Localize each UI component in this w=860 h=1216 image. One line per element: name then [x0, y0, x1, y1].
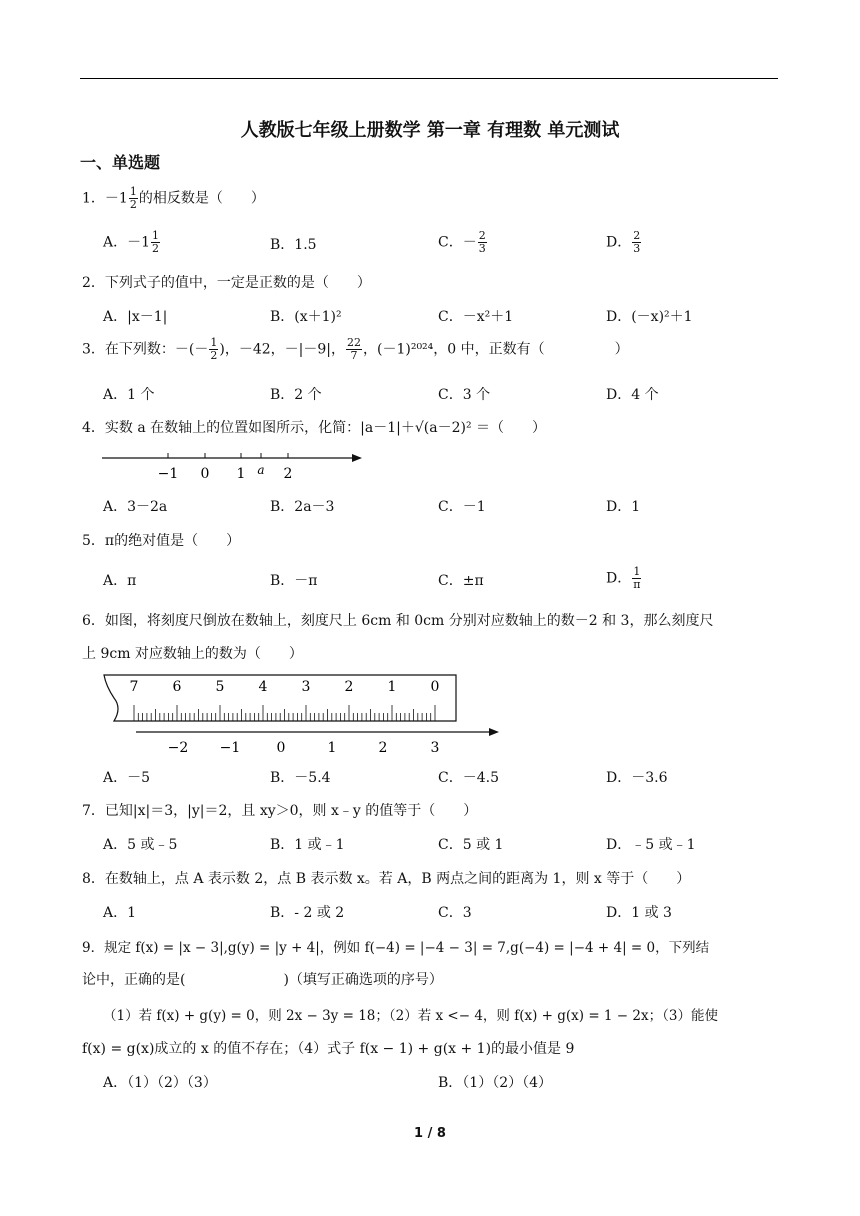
ruler-label: 3: [301, 679, 311, 695]
q2-option-d: D．(－x)²＋1: [606, 309, 693, 325]
q7-option-c: C．5 或 1: [438, 837, 504, 853]
fraction-denominator: 2: [152, 242, 160, 255]
option-label: A．: [103, 234, 128, 251]
axis-label: 1: [327, 740, 337, 756]
q9-option-a: A．（1）（2）（3）: [103, 1075, 217, 1091]
question-9-line-1: 9．规定 f(x) = |x − 3|,g(y) = |y + 4|，例如 f(−4) = |−4 − 3| = 7,g(−4) = |−4 + 4| = 0，下列结: [82, 940, 710, 956]
q1-option-d: [606, 230, 642, 255]
q3-option-c: C．3 个: [438, 387, 491, 403]
axis-label: 2: [378, 740, 388, 756]
fraction-numerator: 2: [633, 229, 641, 242]
fraction-denominator: π: [633, 578, 641, 591]
q1-option-b: [270, 234, 317, 254]
option-label: D．: [606, 570, 632, 587]
axis-label: −1: [219, 740, 241, 756]
question-1-fraction: [129, 186, 138, 211]
q1-option-a: [103, 230, 161, 255]
q8-option-a: A．1: [103, 905, 137, 921]
q4-option-b: B．2a－3: [270, 499, 335, 515]
q6-number-line: [136, 728, 499, 756]
fraction-denominator: 2: [210, 349, 218, 362]
fraction-numerator: 1: [129, 185, 137, 198]
q7-option-d: D．﹣5 或﹣1: [606, 837, 696, 853]
q4-option-a: A．3－2a: [103, 499, 168, 515]
header-rule: [80, 78, 778, 79]
q5-option-b: B．－π: [270, 573, 318, 589]
question-6-line-1: 6．如图，将刻度尺倒放在数轴上，刻度尺上 6cm 和 0cm 分别对应数轴上的数－2 和 3，那么刻度尺: [82, 613, 714, 629]
question-3: [82, 337, 629, 362]
question-4: 4．实数 a 在数轴上的位置如图所示，化简：|a－1|＋√(a－2)² ＝（ ）: [82, 420, 547, 436]
q4-option-d: D．1: [606, 499, 641, 515]
q8-option-b: B．- 2 或 2: [270, 905, 345, 921]
axis-label: −2: [167, 740, 189, 756]
fraction-denominator: 3: [633, 242, 641, 255]
question-1-pre: －1: [104, 190, 128, 207]
ruler-label: 2: [344, 679, 354, 695]
q5-option-a: A．π: [103, 573, 137, 589]
axis-label: 3: [430, 740, 440, 756]
q6-ruler-figure: [100, 672, 505, 758]
question-3-fraction-2: [346, 337, 362, 362]
question-1-post: 的相反数是（ ）: [138, 190, 265, 207]
axis-arrow: [489, 728, 499, 736]
q5-option-c: C．±π: [438, 573, 484, 589]
question-3-mid: )，－42，－|－9|，: [219, 341, 345, 358]
option-label: C．: [438, 234, 463, 251]
option-fraction: [151, 230, 160, 255]
fraction-numerator: 1: [210, 336, 218, 349]
ruler-label: 1: [387, 679, 397, 695]
q4-number-line: [100, 446, 370, 486]
axis-label: 0: [276, 740, 286, 756]
axis-label: −1: [157, 466, 179, 482]
question-2: 2．下列式子的值中，一定是正数的是（ ）: [82, 275, 371, 291]
ruler-label: 0: [430, 679, 440, 695]
q2-option-c: C．－x²＋1: [438, 309, 514, 325]
axis-arrow: [352, 454, 362, 462]
question-1-number: 1．: [82, 190, 105, 207]
fraction-denominator: 3: [478, 242, 486, 255]
q6-option-d: D．－3.6: [606, 770, 668, 786]
q5-option-d: [606, 566, 642, 591]
option-fraction: [478, 230, 487, 255]
question-1: [82, 186, 265, 211]
page-title: 人教版七年级上册数学 第一章 有理数 单元测试: [240, 120, 620, 141]
q8-option-c: C．3: [438, 905, 472, 921]
fraction-numerator: 2: [478, 229, 486, 242]
question-7: 7．已知|x|＝3，|y|＝2，且 xy＞0，则 x﹣y 的值等于（ ）: [82, 803, 478, 819]
q3-option-a: A．1 个: [103, 387, 155, 403]
q8-option-d: D．1 或 3: [606, 905, 672, 921]
q9-option-b: B．（1）（2）（4）: [438, 1075, 553, 1091]
axis-label: 0: [200, 466, 210, 482]
q4-option-c: C．－1: [438, 499, 486, 515]
option-text: 1.5: [294, 237, 317, 253]
page-number: 1 / 8: [414, 1126, 446, 1141]
q3-option-b: B．2 个: [270, 387, 322, 403]
ruler-label: 7: [129, 679, 139, 695]
question-5: 5．π的绝对值是（ ）: [82, 533, 241, 549]
fraction-numerator: 1: [633, 565, 641, 578]
option-fraction: [632, 566, 641, 591]
option-fraction: [632, 230, 641, 255]
q2-option-b: B．(x＋1)²: [270, 309, 342, 325]
ruler-label: 6: [172, 679, 182, 695]
axis-label: 2: [283, 466, 293, 482]
q3-option-d: D．4 个: [606, 387, 659, 403]
question-9-line-4: f(x) = g(x)成立的 x 的值不存在；（4）式子 f(x − 1) + g(x + 1)的最小值是 9: [82, 1041, 575, 1057]
fraction-denominator: 2: [129, 198, 137, 211]
fraction-numerator: 1: [152, 229, 160, 242]
q6-option-c: C．－4.5: [438, 770, 499, 786]
q7-option-a: A．5 或﹣5: [103, 837, 178, 853]
ruler: [104, 675, 456, 721]
ruler-label: 5: [215, 679, 225, 695]
question-3-pre: 3．在下列数：－(－: [82, 341, 209, 358]
option-label: B．: [270, 237, 295, 253]
axis-label: a: [257, 463, 265, 477]
question-3-post: ，(－1)²⁰²⁴，0 中，正数有（ ）: [363, 341, 629, 358]
question-3-fraction-1: [209, 337, 218, 362]
q6-option-a: A．－5: [103, 770, 151, 786]
axis-label: 1: [236, 466, 246, 482]
q2-option-a: A．|x－1|: [103, 309, 168, 325]
ruler-label: 4: [258, 679, 268, 695]
fraction-denominator: 7: [350, 349, 358, 362]
section-heading: 一、单选题: [80, 153, 161, 172]
question-6-line-2: 上 9cm 对应数轴上的数为（ ）: [82, 646, 303, 662]
option-text: －: [462, 234, 477, 251]
fraction-numerator: 22: [347, 336, 361, 349]
question-9-line-3: （1）若 f(x) + g(y) = 0，则 2x − 3y = 18；（2）若 x <− 4，则 f(x) + g(x) = 1 − 2x；（3）能使: [103, 1008, 718, 1024]
q1-option-c: [438, 230, 488, 255]
question-8: 8．在数轴上，点 A 表示数 2，点 B 表示数 x。若 A，B 两点之间的距离为 1，则 x 等于（ ）: [82, 871, 691, 887]
question-9-line-2: 论中，正确的是( )（填写正确选项的序号）: [82, 972, 443, 988]
q6-option-b: B．－5.4: [270, 770, 331, 786]
q7-option-b: B．1 或﹣1: [270, 837, 345, 853]
option-text: －1: [127, 234, 151, 251]
option-label: D．: [606, 234, 632, 251]
